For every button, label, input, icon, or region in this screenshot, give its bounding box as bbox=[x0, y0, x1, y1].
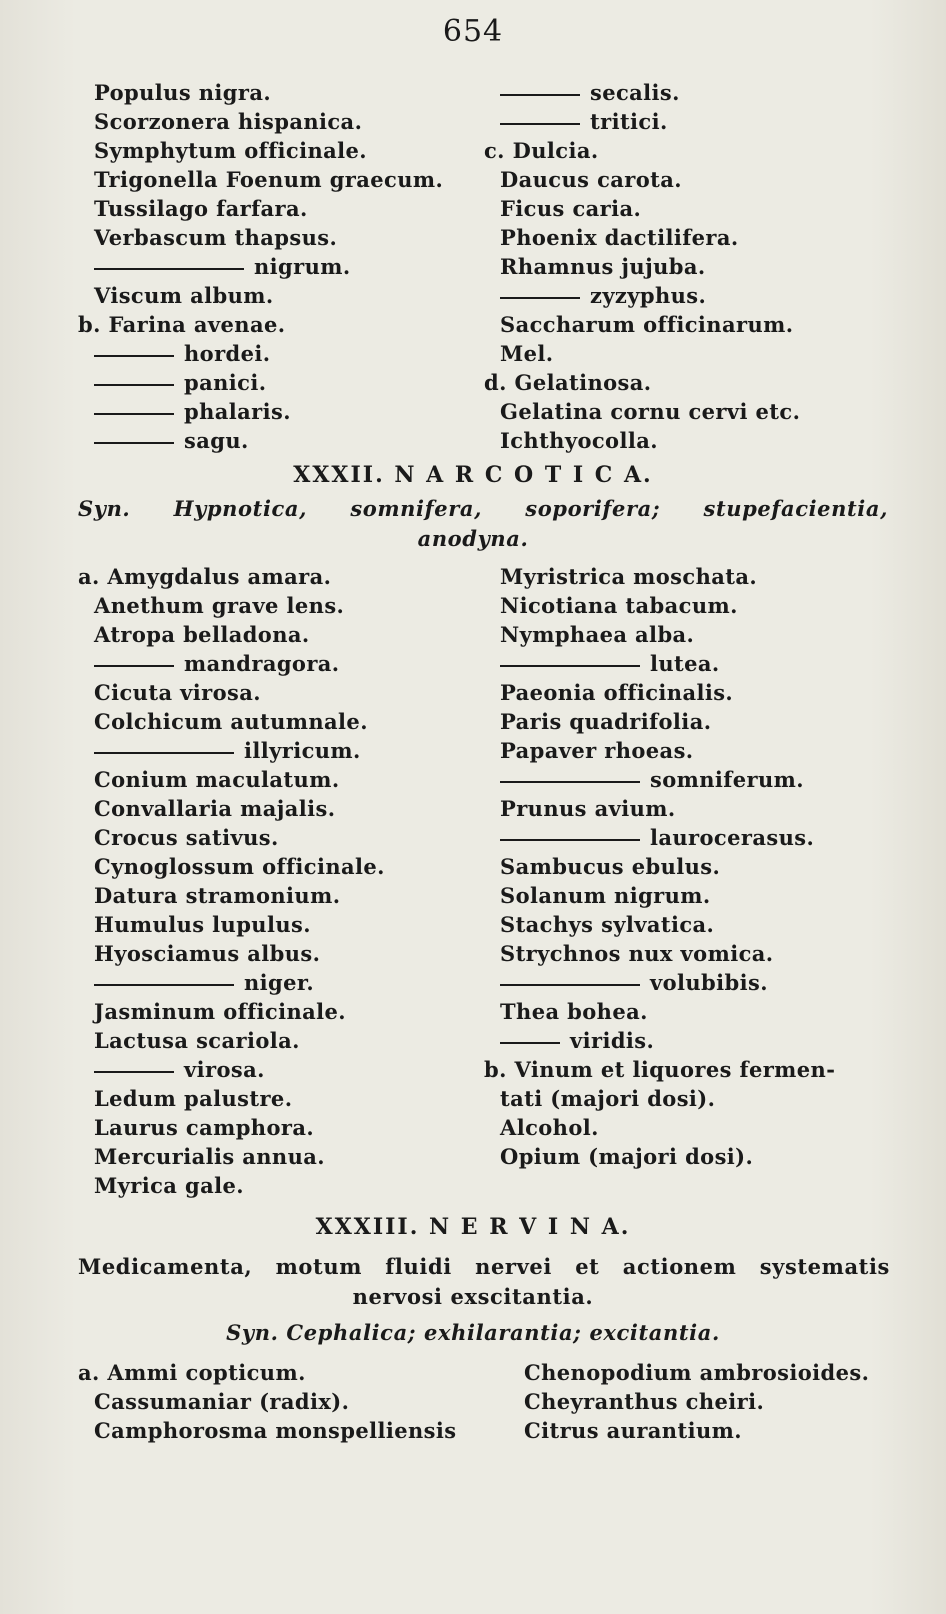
entry-line bbox=[78, 794, 478, 823]
entry-text: illyricum. bbox=[244, 738, 361, 763]
ditto-rule bbox=[500, 665, 640, 667]
entry-line bbox=[484, 620, 904, 649]
entry-text: tritici. bbox=[590, 109, 668, 134]
entry-text: volubibis. bbox=[650, 970, 768, 995]
entry-text: Conium maculatum. bbox=[94, 767, 340, 792]
desc-word: nervei bbox=[475, 1254, 552, 1279]
ditto-rule bbox=[94, 355, 174, 357]
entry-line bbox=[484, 1113, 904, 1142]
ditto-rule bbox=[500, 984, 640, 986]
entry-line bbox=[78, 223, 478, 252]
entry-line bbox=[484, 997, 904, 1026]
entry-line bbox=[78, 252, 478, 281]
entry-line bbox=[484, 736, 904, 765]
desc-word: et bbox=[575, 1254, 600, 1279]
syn-word: soporifera; bbox=[525, 496, 661, 521]
entry-text: b. Farina avenae. bbox=[78, 312, 286, 337]
description-continuation: nervosi exscitantia. bbox=[352, 1284, 594, 1309]
entry-line bbox=[78, 1416, 498, 1445]
ditto-rule bbox=[500, 123, 580, 125]
entry-text: Citrus aurantium. bbox=[524, 1418, 742, 1443]
entry-text: Rhamnus jujuba. bbox=[500, 254, 706, 279]
ditto-rule bbox=[500, 839, 640, 841]
entry-line bbox=[484, 397, 904, 426]
entry-text: Tussilago farfara. bbox=[94, 196, 308, 221]
entry-line bbox=[78, 368, 478, 397]
entry-text: Myrica gale. bbox=[94, 1173, 244, 1198]
entry-line bbox=[484, 252, 904, 281]
ditto-rule bbox=[94, 752, 234, 754]
entry-line bbox=[484, 765, 904, 794]
entry-text: Ficus caria. bbox=[500, 196, 642, 221]
entry-line bbox=[78, 968, 478, 997]
ditto-rule bbox=[94, 413, 174, 415]
ditto-rule bbox=[94, 442, 174, 444]
entry-line bbox=[78, 765, 478, 794]
entry-line bbox=[78, 310, 478, 339]
entry-line bbox=[78, 881, 478, 910]
entry-line bbox=[78, 939, 478, 968]
entry-text: Ledum palustre. bbox=[94, 1086, 293, 1111]
description-line bbox=[78, 1254, 890, 1279]
entry-text: Phoenix dactilifera. bbox=[500, 225, 739, 250]
desc-word: Medicamenta, bbox=[78, 1254, 253, 1279]
entry-line bbox=[78, 1026, 478, 1055]
entry-line bbox=[78, 997, 478, 1026]
entry-text: sagu. bbox=[184, 428, 249, 453]
entry-text: Chenopodium ambrosioides. bbox=[524, 1360, 870, 1385]
entry-text: Nymphaea alba. bbox=[500, 622, 695, 647]
ditto-rule bbox=[94, 1071, 174, 1073]
entry-text: Thea bohea. bbox=[500, 999, 648, 1024]
entry-text: tati (majori dosi). bbox=[500, 1086, 716, 1111]
entry-text: Convallaria majalis. bbox=[94, 796, 336, 821]
entry-line bbox=[484, 165, 904, 194]
entry-line bbox=[484, 1055, 904, 1084]
entry-line bbox=[484, 368, 904, 397]
entry-text: hordei. bbox=[184, 341, 271, 366]
entry-line bbox=[484, 107, 904, 136]
entry-line bbox=[484, 426, 904, 455]
entry-line bbox=[484, 1084, 904, 1113]
entry-text: Hyosciamus albus. bbox=[94, 941, 321, 966]
synonyms-line bbox=[78, 496, 888, 521]
entry-line bbox=[78, 281, 478, 310]
entry-line bbox=[484, 591, 904, 620]
entry-line bbox=[484, 794, 904, 823]
entry-text: viridis. bbox=[570, 1028, 655, 1053]
entry-text: Scorzonera hispanica. bbox=[94, 109, 363, 134]
entry-line bbox=[484, 281, 904, 310]
desc-word: motum bbox=[275, 1254, 363, 1279]
syn-word: somnifera, bbox=[350, 496, 482, 521]
entry-line bbox=[78, 339, 478, 368]
entry-line bbox=[484, 707, 904, 736]
synonyms-line-nervina: Syn. Cephalica; exhilarantia; excitantia. bbox=[226, 1320, 720, 1345]
entry-line bbox=[78, 707, 478, 736]
section2-right-column bbox=[484, 562, 904, 1171]
entry-line bbox=[78, 1171, 478, 1200]
entry-line bbox=[78, 823, 478, 852]
ditto-rule bbox=[94, 268, 244, 270]
entry-text: Mercurialis annua. bbox=[94, 1144, 325, 1169]
entry-line bbox=[78, 426, 478, 455]
entry-line bbox=[78, 397, 478, 426]
page-number: 654 bbox=[442, 14, 504, 49]
entry-text: somniferum. bbox=[650, 767, 804, 792]
entry-text: Ichthyocolla. bbox=[500, 428, 658, 453]
entry-text: Populus nigra. bbox=[94, 80, 272, 105]
synonyms-continuation: anodyna. bbox=[417, 526, 529, 551]
ditto-rule bbox=[500, 1042, 560, 1044]
entry-text: a. Amygdalus amara. bbox=[78, 564, 332, 589]
entry-text: Paris quadrifolia. bbox=[500, 709, 712, 734]
ditto-rule bbox=[500, 94, 580, 96]
entry-text: Alcohol. bbox=[500, 1115, 599, 1140]
entry-line bbox=[78, 852, 478, 881]
entry-line bbox=[484, 78, 904, 107]
entry-text: Stachys sylvatica. bbox=[500, 912, 715, 937]
entry-line bbox=[484, 823, 904, 852]
entry-text: Humulus lupulus. bbox=[94, 912, 311, 937]
entry-text: Strychnos nux vomica. bbox=[500, 941, 774, 966]
entry-line bbox=[484, 339, 904, 368]
entry-text: Gelatina cornu cervi etc. bbox=[500, 399, 801, 424]
entry-line bbox=[484, 881, 904, 910]
entry-text: Saccharum officinarum. bbox=[500, 312, 794, 337]
entry-text: nigrum. bbox=[254, 254, 351, 279]
section2-left-column bbox=[78, 562, 478, 1200]
entry-text: Cassumaniar (radix). bbox=[94, 1389, 350, 1414]
entry-text: Atropa belladona. bbox=[94, 622, 310, 647]
entry-line bbox=[78, 1387, 498, 1416]
entry-text: Camphorosma monspelliensis bbox=[94, 1418, 457, 1443]
entry-line bbox=[508, 1358, 908, 1387]
entry-text: Myristrica moschata. bbox=[500, 564, 758, 589]
entry-text: d. Gelatinosa. bbox=[484, 370, 652, 395]
entry-line bbox=[484, 1026, 904, 1055]
entry-line bbox=[484, 310, 904, 339]
entry-text: secalis. bbox=[590, 80, 680, 105]
entry-text: Cheyranthus cheiri. bbox=[524, 1389, 765, 1414]
entry-text: zyzyphus. bbox=[590, 283, 707, 308]
section3-right-column bbox=[508, 1358, 908, 1445]
entry-text: Jasminum officinale. bbox=[94, 999, 346, 1024]
entry-line bbox=[78, 620, 478, 649]
entry-text: virosa. bbox=[184, 1057, 265, 1082]
entry-text: Symphytum officinale. bbox=[94, 138, 367, 163]
entry-line bbox=[484, 678, 904, 707]
entry-text: Lactusa scariola. bbox=[94, 1028, 300, 1053]
ditto-rule bbox=[500, 297, 580, 299]
entry-text: Datura stramonium. bbox=[94, 883, 341, 908]
entry-line bbox=[78, 1142, 478, 1171]
entry-text: Trigonella Foenum graecum. bbox=[94, 167, 444, 192]
ditto-rule bbox=[500, 781, 640, 783]
entry-line bbox=[78, 194, 478, 223]
entry-line bbox=[78, 78, 478, 107]
entry-line bbox=[78, 678, 478, 707]
section-heading-nervina: XXXIII. N E R V I N A. bbox=[315, 1214, 631, 1240]
entry-line bbox=[484, 968, 904, 997]
ditto-rule bbox=[94, 384, 174, 386]
entry-text: a. Ammi copticum. bbox=[78, 1360, 306, 1385]
entry-line bbox=[78, 1113, 478, 1142]
entry-line bbox=[78, 562, 478, 591]
entry-text: Verbascum thapsus. bbox=[94, 225, 338, 250]
entry-text: niger. bbox=[244, 970, 315, 995]
entry-text: Crocus sativus. bbox=[94, 825, 279, 850]
desc-word: actionem bbox=[622, 1254, 737, 1279]
entry-line bbox=[484, 910, 904, 939]
entry-line bbox=[78, 1358, 498, 1387]
entry-line bbox=[508, 1416, 908, 1445]
entry-text: Laurus camphora. bbox=[94, 1115, 315, 1140]
entry-line bbox=[78, 736, 478, 765]
entry-text: mandragora. bbox=[184, 651, 340, 676]
entry-line bbox=[484, 223, 904, 252]
desc-word: systematis bbox=[759, 1254, 890, 1279]
entry-text: Nicotiana tabacum. bbox=[500, 593, 738, 618]
entry-line bbox=[78, 910, 478, 939]
entry-text: Papaver rhoeas. bbox=[500, 738, 694, 763]
entry-text: Daucus carota. bbox=[500, 167, 682, 192]
entry-line bbox=[78, 107, 478, 136]
section1-left-column bbox=[78, 78, 478, 455]
entry-line bbox=[508, 1387, 908, 1416]
entry-text: Anethum grave lens. bbox=[94, 593, 345, 618]
entry-line bbox=[484, 852, 904, 881]
entry-text: Solanum nigrum. bbox=[500, 883, 711, 908]
entry-text: b. Vinum et liquores fermen- bbox=[484, 1057, 836, 1082]
entry-line bbox=[484, 1142, 904, 1171]
syn-word: stupefacientia, bbox=[703, 496, 888, 521]
section1-right-column bbox=[484, 78, 904, 455]
syn-word: Hypnotica, bbox=[173, 496, 308, 521]
entry-text: Cicuta virosa. bbox=[94, 680, 261, 705]
desc-word: fluidi bbox=[385, 1254, 452, 1279]
entry-text: c. Dulcia. bbox=[484, 138, 599, 163]
entry-text: Viscum album. bbox=[94, 283, 274, 308]
entry-text: panici. bbox=[184, 370, 267, 395]
entry-text: Mel. bbox=[500, 341, 554, 366]
entry-line bbox=[484, 649, 904, 678]
entry-line bbox=[78, 649, 478, 678]
entry-line bbox=[78, 591, 478, 620]
entry-text: Paeonia officinalis. bbox=[500, 680, 734, 705]
entry-line bbox=[78, 1084, 478, 1113]
entry-line bbox=[78, 1055, 478, 1084]
entry-text: laurocerasus. bbox=[650, 825, 815, 850]
entry-text: lutea. bbox=[650, 651, 720, 676]
section3-left-column bbox=[78, 1358, 498, 1445]
syn-word: Syn. bbox=[78, 496, 131, 521]
ditto-rule bbox=[94, 984, 234, 986]
entry-line bbox=[78, 165, 478, 194]
ditto-rule bbox=[94, 665, 174, 667]
entry-text: Cynoglossum officinale. bbox=[94, 854, 385, 879]
entry-text: Colchicum autumnale. bbox=[94, 709, 368, 734]
entry-line bbox=[484, 136, 904, 165]
section-heading-narcotica: XXXII. N A R C O T I C A. bbox=[293, 462, 653, 488]
entry-text: phalaris. bbox=[184, 399, 291, 424]
entry-line bbox=[484, 194, 904, 223]
entry-line bbox=[484, 939, 904, 968]
entry-line bbox=[78, 136, 478, 165]
entry-line bbox=[484, 562, 904, 591]
entry-text: Sambucus ebulus. bbox=[500, 854, 721, 879]
entry-text: Prunus avium. bbox=[500, 796, 676, 821]
entry-text: Opium (majori dosi). bbox=[500, 1144, 754, 1169]
